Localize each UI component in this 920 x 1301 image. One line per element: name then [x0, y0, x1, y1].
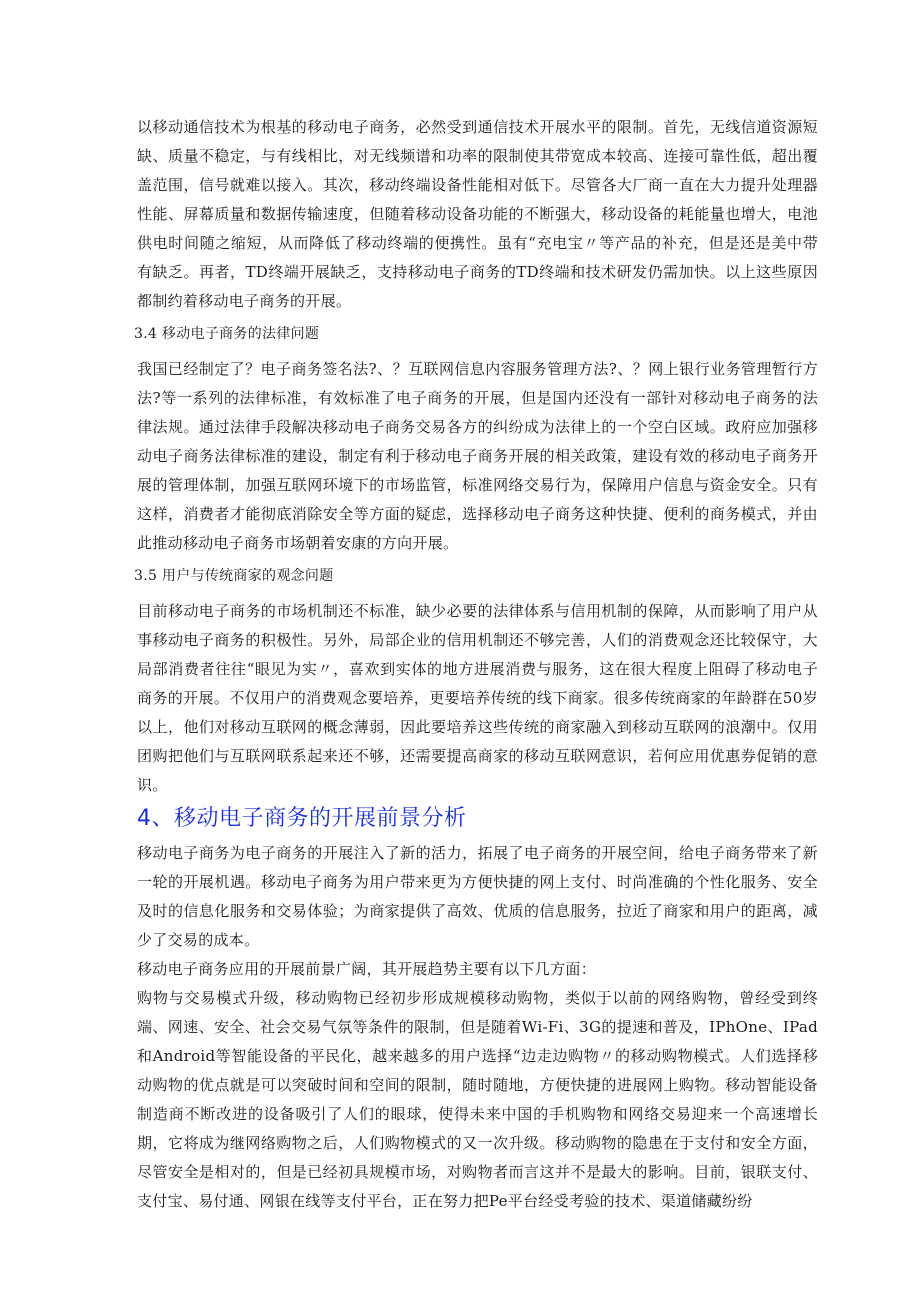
- section-heading-3-4: 3.4 移动电子商务的法律问题: [134, 326, 320, 342]
- paragraph-trends-intro: 移动电子商务应用的开展前景广阔，其开展趋势主要有以下几方面：: [137, 960, 597, 978]
- chapter-heading-4: 4、移动电子商务的开展前景分析: [137, 806, 467, 831]
- paragraph-technical-limits: 以移动通信技术为根基的移动电子商务，必然受到通信技术开展水平的限制。首先，无线信道资源短缺、质量不稳定，与有线相比，对无线频谱和功率的限制使其带宽成本较高、连接可靠性低，超出覆盖范围，信号就难以接入。其次，移动终端设备性能相对低下。尽管各大厂商一直在大力提升处理器性能、屏幕质量和数据传输速度，但随着移动设备功能的不断强大，移动设备的耗能量也增大，电池供电时间随之缩短，从而降低了移动终端的便携性。虽有“充电宝〃等产品的补充，但是还是美中带有缺乏。再者，TD终端开展缺乏，支持移动电子商务的TD终端和技术研发仍需加快。以上这些原因都制约着移动电子商务的开展。: [137, 118, 818, 310]
- paragraph-prospects-intro: 移动电子商务为电子商务的开展注入了新的活力，拓展了电子商务的开展空间，给电子商务带来了新一轮的开展机遇。移动电子商务为用户带来更为方便快捷的网上支付、时尚准确的个性化服务、安全及时的信息化服务和交易体验；为商家提供了高效、优质的信息服务，拉近了商家和用户的距离，减少了交易的成本。: [137, 844, 818, 949]
- paragraph-legal-issues: 我国已经制定了？电子商务签名法?、？互联网信息内容服务管理方法?、？网上银行业务管理暂行方法?等一系列的法律标准，有效标准了电子商务的开展，但是国内还没有一部针对移动电子商务的法律法规。通过法律手段解决移动电子商务交易各方的纠纷成为法律上的一个空白区域。政府应加强移动电子商务法律标准的建设，制定有利于移动电子商务开展的相关政策，建设有效的移动电子商务开展的管理体制，加强互联网环境下的市场监管，标准网络交易行为，保障用户信息与资金安全。只有这样，消费者才能彻底消除安全等方面的疑虑，选择移动电子商务这种快捷、便利的商务模式，并由此推动移动电子商务市场朝着安康的方向开展。: [137, 360, 818, 552]
- paragraph-shopping-upgrade: 购物与交易模式升级，移动购物已经初步形成规模移动购物，类似于以前的网络购物，曾经受到终端、网速、安全、社会交易气氛等条件的限制，但是随着Wi-Fi、3G的提速和普及，IPhOne、IPad和Android等智能设备的平民化，越来越多的用户选择“边走边购物〃的移动购物模式。人们选择移动购物的优点就是可以突破时间和空间的限制，随时随地，方便快捷的进展网上购物。移动智能设备制造商不断改进的设备吸引了人们的眼球，使得未来中国的手机购物和网络交易迎来一个高速增长期，它将成为继网络购物之后，人们购物模式的又一次升级。移动购物的隐患在于支付和安全方面，尽管安全是相对的，但是已经初具规模市场，对购物者而言这并不是最大的影响。目前，银联支付、支付宝、易付通、网银在线等支付平台，正在努力把Pe平台经受考验的技术、渠道储藏纷纷: [137, 989, 818, 1210]
- document-body: [134, 113, 818, 1216]
- section-heading-3-5: 3.5 用户与传统商家的观念问题: [134, 568, 334, 584]
- paragraph-user-merchant-concepts: 目前移动电子商务的市场机制还不标准，缺少必要的法律体系与信用机制的保障，从而影响了用户从事移动电子商务的积极性。另外，局部企业的信用机制还不够完善，人们的消费观念还比较保守，大局部消费者往往“眼见为实〃，喜欢到实体的地方进展消费与服务，这在很大程度上阻碍了移动电子商务的开展。不仅用户的消费观念要培养，更要培养传统的线下商家。很多传统商家的年龄群在50岁以上，他们对移动互联网的概念薄弱，因此要培养这些传统的商家融入到移动互联网的浪潮中。仅用团购把他们与互联网联系起来还不够，还需要提高商家的移动互联网意识，若何应用优惠券促销的意识。: [137, 602, 818, 794]
